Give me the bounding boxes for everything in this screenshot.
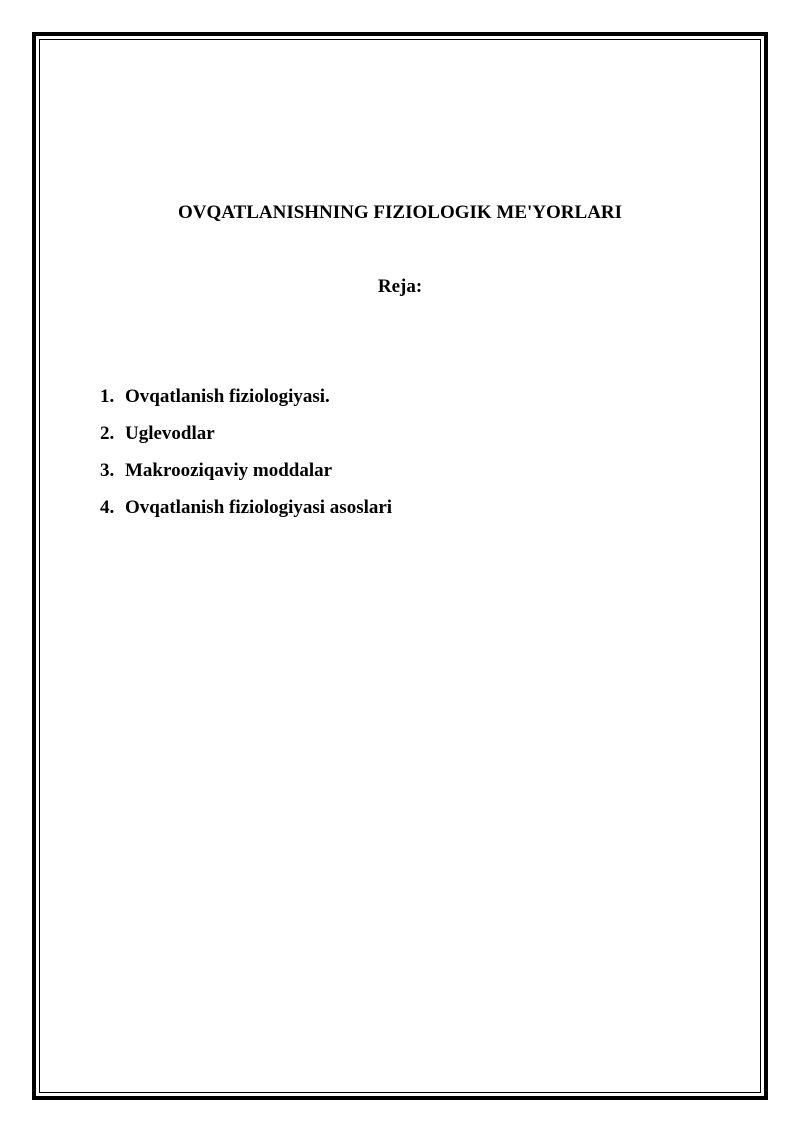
- plan-item-text: Ovqatlanish fiziologiyasi asoslari: [125, 497, 393, 518]
- plan-item: [100, 495, 392, 532]
- document-title: OVQATLANISHNING FIZIOLOGIK ME'YORLARI: [177, 202, 623, 223]
- plan-item-text: Ovqatlanish fiziologiyasi.: [125, 386, 330, 407]
- plan-item-number: 2.: [100, 423, 115, 444]
- page-border-inner: [39, 39, 761, 1093]
- page-border: [32, 32, 768, 1100]
- plan-item: [100, 421, 392, 458]
- plan-item-text: Makrooziqaviy moddalar: [125, 460, 333, 481]
- plan-list: [100, 384, 392, 532]
- plan-item-number: 1.: [100, 386, 115, 407]
- plan-item-text: Uglevodlar: [125, 423, 215, 444]
- plan-item: [100, 384, 392, 421]
- plan-item-number: 4.: [100, 497, 115, 518]
- plan-item: [100, 458, 392, 495]
- plan-heading: Reja:: [377, 276, 423, 297]
- plan-item-number: 3.: [100, 460, 115, 481]
